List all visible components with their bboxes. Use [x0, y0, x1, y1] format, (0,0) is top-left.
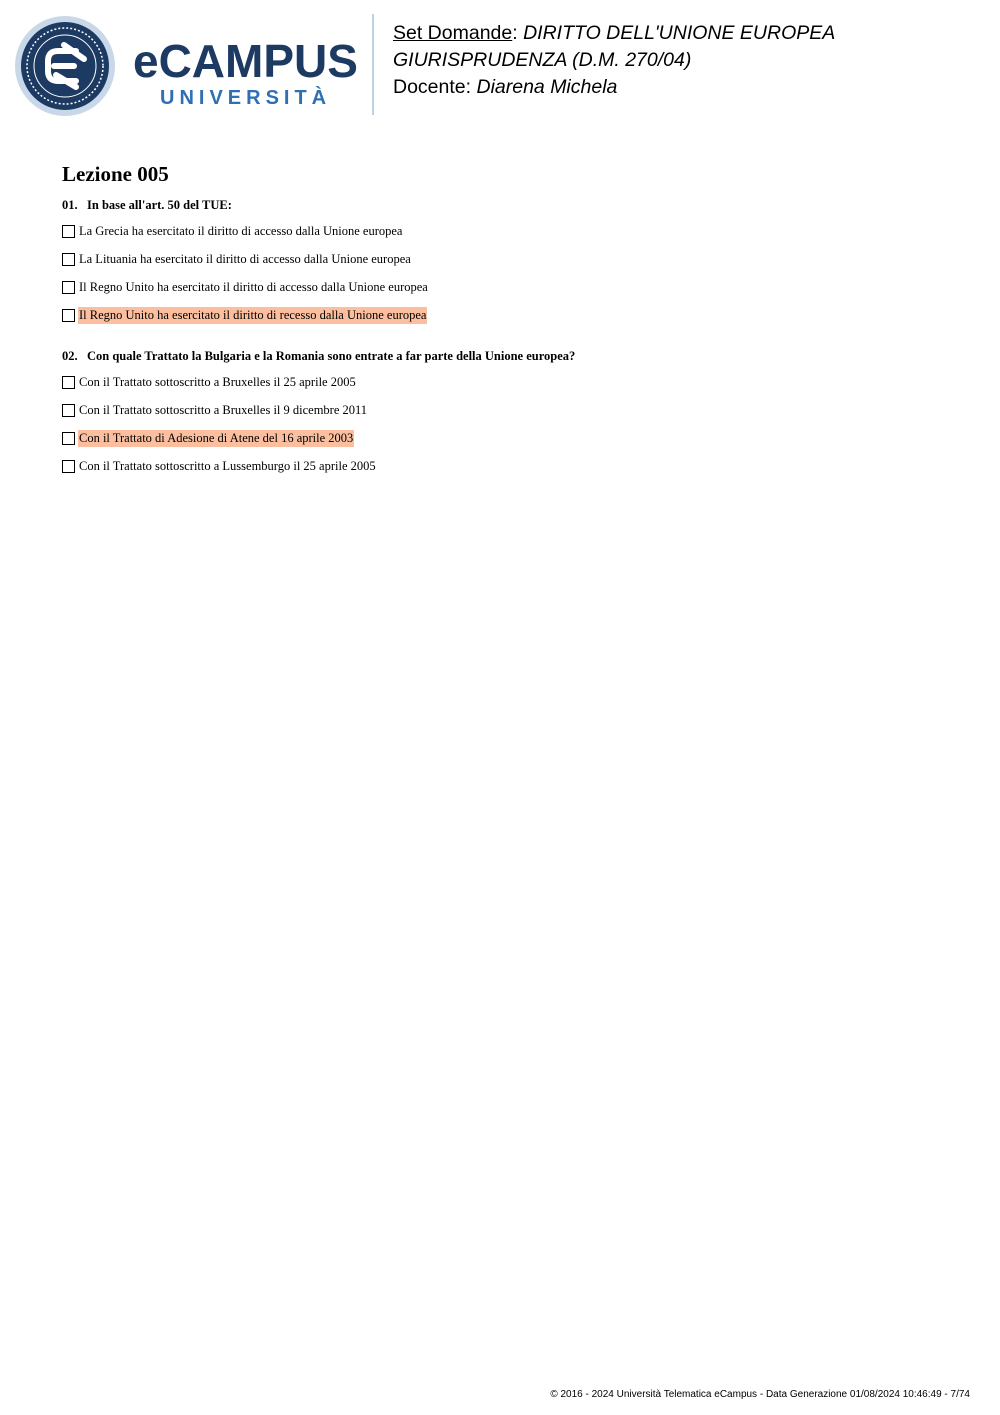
checkbox[interactable]	[62, 253, 75, 266]
page-footer: © 2016 - 2024 Università Telematica eCampus - Data Generazione 01/08/2024 10:46:49 - 7/74	[550, 1389, 970, 1400]
teacher-label: Docente:	[393, 76, 472, 98]
checkbox[interactable]	[62, 376, 75, 389]
answer-option[interactable]	[62, 458, 377, 475]
answer-option-correct[interactable]	[62, 430, 354, 447]
question-2	[62, 349, 575, 364]
checkbox[interactable]	[62, 281, 75, 294]
brand-wordmark: eCAMPUS	[133, 35, 358, 87]
answer-option-correct[interactable]	[62, 307, 427, 324]
option-text: Con il Trattato sottoscritto a Lussemburgo il 25 aprile 2005	[79, 459, 376, 473]
question-text: Con quale Trattato la Bulgaria e la Romania sono entrate a far parte della Unione europea?	[87, 349, 576, 363]
option-text-highlighted: Il Regno Unito ha esercitato il diritto di recesso dalla Unione europea	[79, 308, 427, 322]
answer-option[interactable]	[62, 251, 412, 268]
set-value: DIRITTO DELL'UNIONE EUROPEA	[523, 22, 836, 44]
option-text: La Grecia ha esercitato il diritto di accesso dalla Unione europea	[79, 224, 403, 238]
option-text: La Lituania ha esercitato il diritto di accesso dalla Unione europea	[79, 252, 411, 266]
answer-option[interactable]	[62, 402, 368, 419]
checkbox[interactable]	[62, 225, 75, 238]
option-text: Con il Trattato sottoscritto a Bruxelles il 9 dicembre 2011	[79, 403, 368, 417]
teacher-line	[393, 74, 835, 101]
set-line: Set Domande: DIRITTO DELL'UNIONE EUROPEA	[393, 22, 836, 44]
checkbox[interactable]	[62, 309, 75, 322]
answer-option[interactable]	[62, 279, 429, 296]
header-info	[393, 20, 835, 101]
checkbox[interactable]	[62, 432, 75, 445]
answer-option[interactable]	[62, 374, 357, 391]
checkbox[interactable]	[62, 460, 75, 473]
option-text: Il Regno Unito ha esercitato il diritto di accesso dalla Unione europea	[79, 280, 428, 294]
course-name: GIURISPRUDENZA (D.M. 270/04)	[393, 49, 692, 71]
set-label: Set Domande	[393, 22, 513, 44]
ecampus-emblem-icon	[14, 15, 116, 117]
checkbox[interactable]	[62, 404, 75, 417]
option-text: Con il Trattato sottoscritto a Bruxelles il 25 aprile 2005	[79, 375, 356, 389]
lesson-title: Lezione 005	[62, 162, 169, 186]
brand-subtitle: UNIVERSITÀ	[160, 87, 332, 109]
page-header	[0, 0, 1000, 130]
option-text-highlighted: Con il Trattato di Adesione di Atene del 16 aprile 2003	[79, 431, 354, 445]
question-1	[62, 198, 232, 213]
question-text: In base all'art. 50 del TUE:	[87, 198, 232, 212]
question-number: 02.	[62, 349, 78, 363]
teacher-name: Diarena Michela	[476, 76, 618, 98]
header-divider	[372, 14, 374, 115]
question-number: 01.	[62, 198, 78, 212]
answer-option[interactable]	[62, 223, 403, 240]
course-line	[393, 47, 835, 74]
